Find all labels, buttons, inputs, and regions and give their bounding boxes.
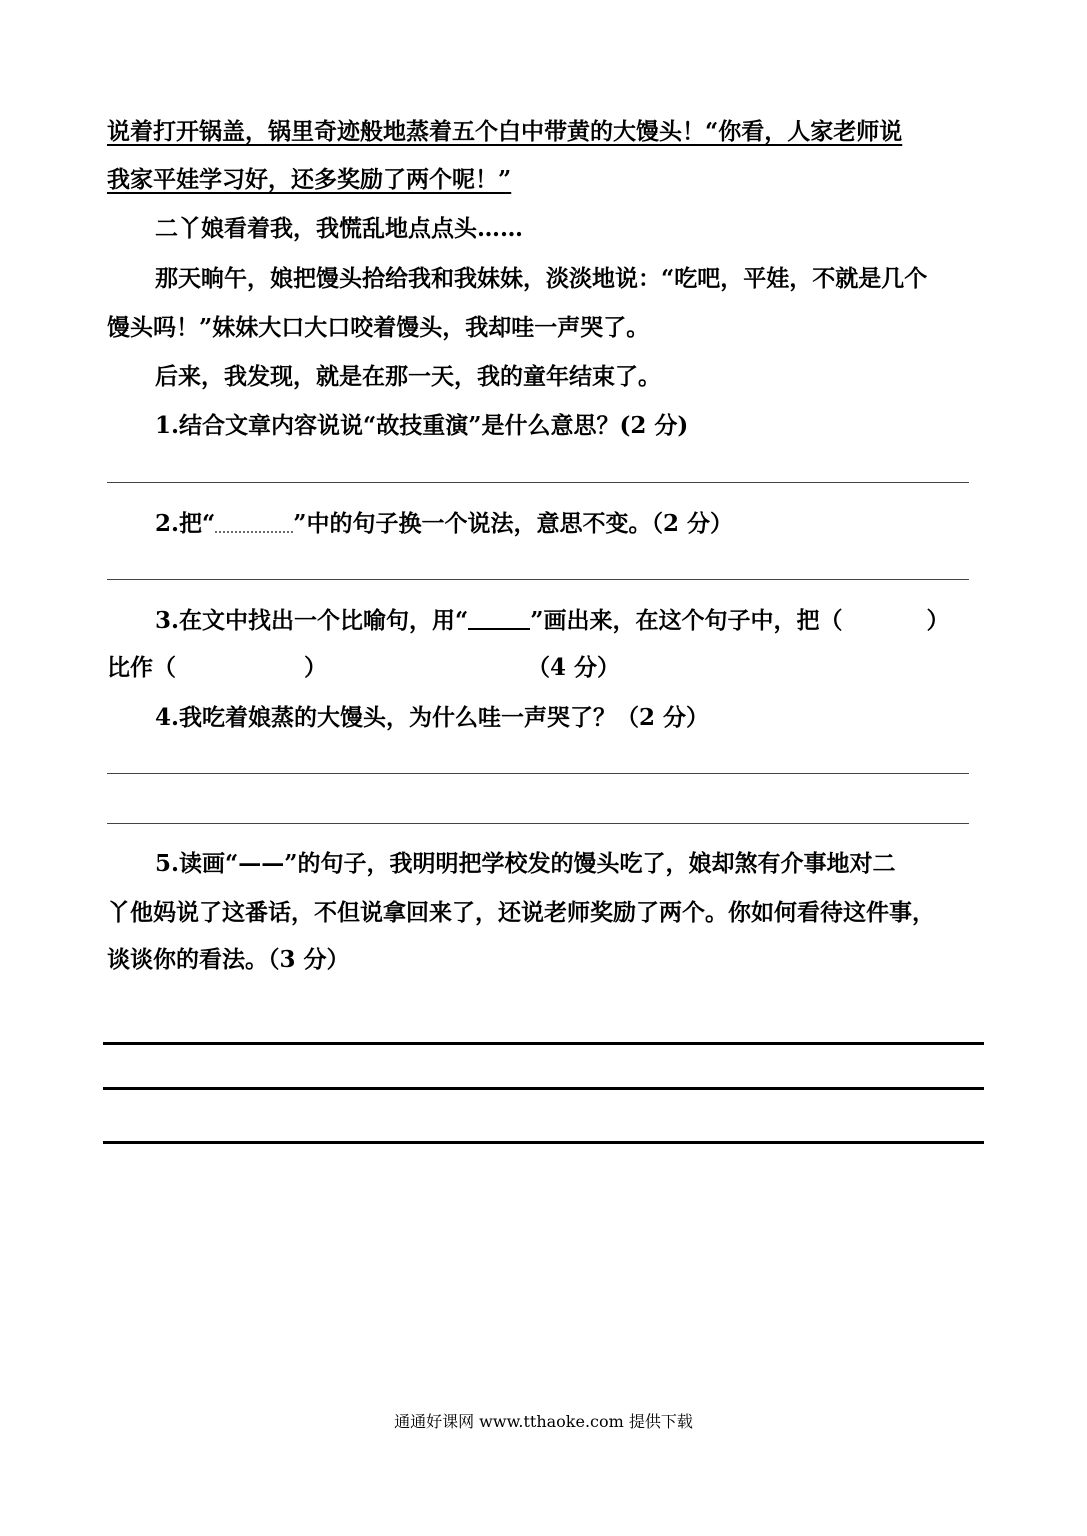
answer-line-q1[interactable] — [107, 482, 969, 483]
passage-line-1: 说着打开锅盖，锅里奇迹般地蒸着五个白中带黄的大馒头！“你看，人家老师说 — [107, 118, 903, 145]
answer-rule-2[interactable] — [103, 1087, 984, 1090]
question-5-line-3: 谈谈你的看法。（3 分） — [107, 946, 350, 973]
question-3-part-e: ） — [304, 654, 327, 681]
question-2 — [155, 509, 733, 539]
passage-line-6: 后来，我发现，就是在那一天，我的童年结束了。 — [155, 363, 661, 390]
question-2-part-b: ”中的句子换一个说法，意思不变。（2 分） — [293, 510, 733, 537]
question-5-line-2: 丫他妈说了这番话，不但说拿回来了，还说老师奖励了两个。你如何看待这件事， — [107, 899, 935, 926]
question-3-part-b: ”画出来，在这个句子中，把（ — [530, 607, 843, 634]
question-5-line-1: 5.读画“——”的句子，我明明把学校发的馒头吃了，娘却煞有介事地对二 — [155, 850, 896, 877]
answer-line-q4-2[interactable] — [107, 823, 969, 824]
underline-mark — [468, 610, 530, 630]
question-3-line-2 — [107, 653, 620, 683]
question-3 — [155, 606, 949, 636]
passage-line-5: 馒头吗！”妹妹大口大口咬着馒头，我却哇一声哭了。 — [107, 314, 650, 341]
wavy-underline-mark — [215, 517, 293, 533]
answer-rule-1[interactable] — [103, 1042, 984, 1045]
footer-text: 通通好课网 www.tthaoke.com 提供下载 — [394, 1412, 693, 1431]
question-3-part-a: 3.在文中找出一个比喻句，用“ — [155, 607, 469, 634]
passage-line-2: 我家平娃学习好，还多奖励了两个呢！” — [107, 166, 512, 193]
question-3-score: （4 分） — [527, 654, 621, 681]
question-2-part-a: 2.把“ — [155, 510, 216, 537]
answer-line-q4-1[interactable] — [107, 773, 969, 774]
answer-line-q2[interactable] — [107, 579, 969, 580]
passage-line-4: 那天晌午，娘把馒头拾给我和我妹妹，淡淡地说：“吃吧，平娃，不就是几个 — [155, 265, 928, 292]
answer-rule-3[interactable] — [103, 1141, 984, 1144]
question-1: 1.结合文章内容说说“故技重演”是什么意思？(2 分) — [155, 412, 689, 439]
question-3-part-d: 比作（ — [107, 654, 176, 681]
passage-line-3: 二丫娘看着我，我慌乱地点点头…… — [155, 215, 523, 242]
question-4: 4.我吃着娘蒸的大馒头，为什么哇一声哭了？（2 分） — [155, 704, 710, 731]
question-3-part-c: ） — [926, 607, 950, 634]
